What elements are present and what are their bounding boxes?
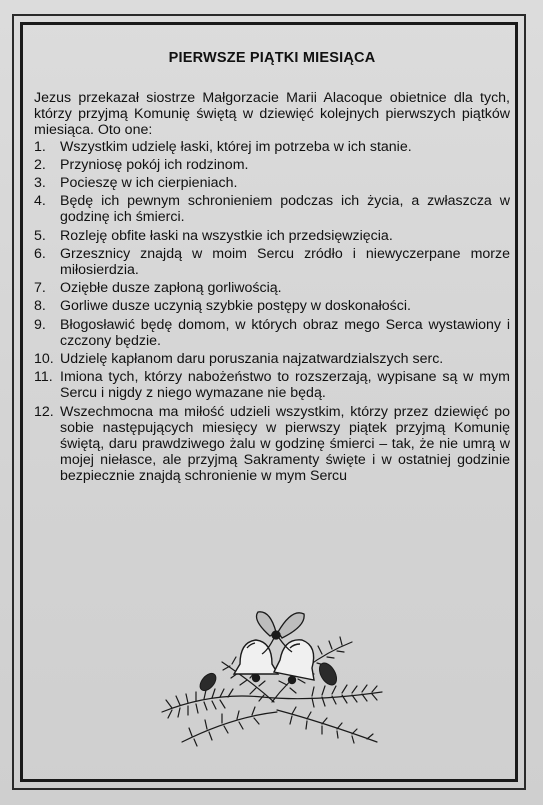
item-number: 5. <box>34 227 46 244</box>
list-item <box>34 280 510 296</box>
list-item <box>34 369 510 401</box>
item-text: Oziębłe dusze zapłoną gorliwością. <box>60 280 282 297</box>
item-text: Gorliwe dusze uczynią szybkie postępy w doskonałości. <box>60 298 411 315</box>
item-text: Błogosławić będę domom, w których obraz mego Serca wystawiony i czczony będzie. <box>60 316 510 349</box>
list-item <box>34 157 510 173</box>
item-number: 6. <box>34 245 46 262</box>
item-number: 11. <box>34 369 53 386</box>
list-item <box>34 351 510 367</box>
item-text: Wszystkim udzielę łaski, której im potrzeba w ich stanie. <box>60 138 412 155</box>
item-number: 12. <box>34 403 54 420</box>
item-number: 8. <box>34 298 46 315</box>
item-text: Imiona tych, którzy nabożeństwo to rozszerzają, wypisane są w mym Sercu i nigdy z niego wymazane nie będą. <box>60 369 510 402</box>
document-body <box>34 50 510 487</box>
item-text: Rozleję obfite łaski na wszystkie ich przedsięwzięcia. <box>60 227 393 244</box>
intro-paragraph: Jezus przekazał siostrze Małgorzacie Marii Alacoque obietnice dla tych, którzy przyjmą Komunię świętą w dziewięć kolejnych pierwszych piątków miesiąca. Oto one: <box>34 90 510 139</box>
list-item <box>34 228 510 244</box>
item-number: 10. <box>34 351 54 368</box>
list-item <box>34 404 510 485</box>
item-text: Grzesznicy znajdą w moim Sercu zródło i niewyczerpane morze miłosierdzia. <box>60 245 510 279</box>
item-number: 3. <box>34 175 46 192</box>
document-title: PIERWSZE PIĄTKI MIESIĄCA <box>168 50 376 66</box>
item-text: Wszechmocna ma miłość udzieli wszystkim, którzy przez dziewięć po sobie następujących miesięcy w pierwszy piątek przyjmą Komunię świętą, daru prawdziwego żalu w godzinę śmierci – tak, że nie umrą w mojej niełasce, ale przyjmą Sakramenty święte i w ostatniej godzinie bezpiecznie znajdą schronienie w mym Sercu <box>60 403 510 485</box>
list-item <box>34 317 510 349</box>
item-number: 9. <box>34 316 46 333</box>
item-text: Będę ich pewnym schronieniem podczas ich życia, a zwłaszcza w godzinę ich śmierci. <box>60 193 510 226</box>
item-number: 4. <box>34 193 46 210</box>
list-item <box>34 139 510 155</box>
christmas-bells-pine-icon <box>152 602 402 757</box>
list-item <box>34 298 510 314</box>
item-text: Przyniosę pokój ich rodzinom. <box>60 156 249 173</box>
item-number: 1. <box>34 138 46 155</box>
item-number: 2. <box>34 156 46 173</box>
list-item <box>34 193 510 225</box>
item-number: 7. <box>34 280 46 297</box>
promises-list <box>34 139 510 485</box>
item-text: Pocieszę w ich cierpieniach. <box>60 175 238 192</box>
list-item <box>34 175 510 191</box>
list-item <box>34 246 510 278</box>
item-text: Udzielę kapłanom daru poruszania najzatwardzialszych serc. <box>60 351 444 368</box>
